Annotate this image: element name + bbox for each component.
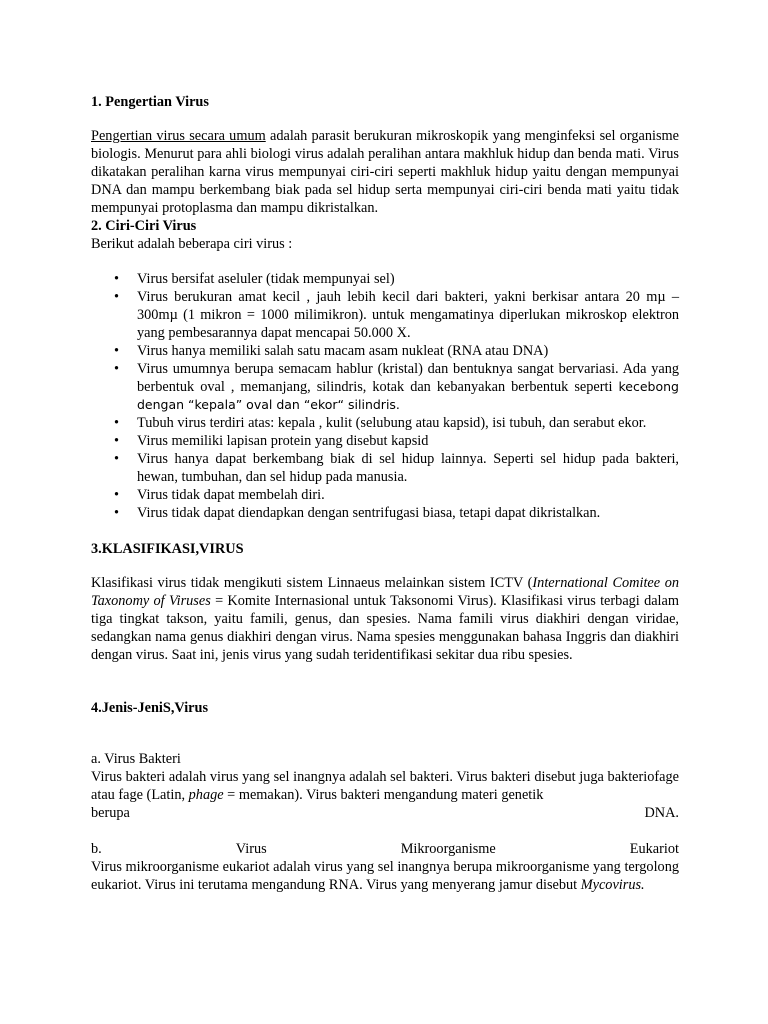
section-3-paragraph: Klasifikasi virus tidak mengikuti sistem Linnaeus melainkan sistem ICTV (International Comitee on Taxonomy of Viruses = Komite Internasional untuk Taksonomi Virus). Klasifikasi virus terbagi dalam tiga tingkat takson, yaitu famili, genus, dan spesies. Nama famili virus diakhiri dengan viridae, sedangkan nama genus diakhiri dengan virus. Nama spesies menggunakan bahasa Inggris dan diakhiri dengan virus. Saat ini, jenis virus yang sudah teridentifikasi sekitar dua ribu spesies. bbox=[91, 575, 679, 663]
list-item: • Virus umumnya berupa semacam hablur (kristal) dan bentuknya sangat bervariasi. Ada yang berbentuk oval , memanjang, silindris, kotak dan kebanyakan berbentuk seperti kecebong dengan “kepala” oval dan “ekor“ silindris. bbox=[114, 361, 679, 412]
bullet-icon: • bbox=[114, 451, 120, 467]
bullet-icon: • bbox=[114, 343, 120, 359]
list-item: • Virus tidak dapat diendapkan dengan sentrifugasi biasa, tetapi dapat dikristalkan. bbox=[114, 505, 601, 521]
subsection-a-last-line: berupa DNA. bbox=[91, 805, 679, 821]
ciri-virus-list bbox=[91, 270, 679, 522]
italic-term: International Comitee on Taxonomy of Viruses bbox=[91, 575, 679, 609]
list-item: • Virus berukuran amat kecil , jauh lebih kecil dari bakteri, yakni berkisar antara 20 mµ – 300mµ (1 mikron = 1000 milimikron). untuk mengamatinya diperlukan mikroskop elektron yang pembesarannya dapat mencapai 50.000 X. bbox=[114, 289, 679, 341]
list-item: • Virus bersifat aseluler (tidak mempunyai sel) bbox=[114, 271, 395, 287]
list-item: • Virus hanya dapat berkembang biak di sel hidup lainnya. Seperti sel hidup pada bakteri, hewan, tumbuhan, dan sel hidup pada manusia. bbox=[114, 451, 679, 485]
subsection-b-title: b. Virus Mikroorganisme Eukariot bbox=[91, 841, 679, 857]
section-2-heading: 2. Ciri-Ciri Virus bbox=[91, 218, 197, 234]
italic-term: phage bbox=[188, 787, 224, 803]
list-item-tail: kecebong dengan “kepala” oval dan “ekor“ silindris. bbox=[137, 379, 679, 412]
list-item: • Virus tidak dapat membelah diri. bbox=[114, 487, 325, 503]
section-1-paragraph bbox=[91, 127, 679, 217]
section-1-text: adalah parasit berukuran mikroskopik yang menginfeksi sel organisme biologis. Menurut para ahli biologi virus adalah peralihan antara makhluk hidup dan benda mati. Virus dikatakan peralihan karna virus mempunyai ciri-ciri seperti makhluk hidup yaitu dengan mempunyai DNA dan mampu berkembang biak pada sel hidup serta mempunyai ciri-ciri benda mati yaitu tidak mempunyai protoplasma dan mampu dikristalkan. bbox=[91, 128, 680, 216]
list-item: • Virus memiliki lapisan protein yang disebut kapsid bbox=[114, 433, 429, 449]
bullet-icon: • bbox=[114, 487, 120, 503]
section-4-heading: 4.Jenis-JeniS,Virus bbox=[91, 700, 209, 716]
bullet-icon: • bbox=[114, 505, 120, 521]
section-3-heading: 3.KLASIFIKASI,VIRUS bbox=[91, 541, 244, 557]
bullet-icon: • bbox=[114, 271, 120, 287]
bullet-icon: • bbox=[114, 361, 120, 377]
subsection-b-paragraph: Virus mikroorganisme eukariot adalah virus yang sel inangnya berupa mikroorganisme yang tergolong eukariot. Virus ini terutama mengandung RNA. Virus yang menyerang jamur disebut Mycovirus. bbox=[91, 859, 679, 893]
list-item: • Tubuh virus terdiri atas: kepala , kulit (selubung atau kapsid), isi tubuh, dan serabut ekor. bbox=[114, 415, 647, 431]
subsection-a-paragraph: Virus bakteri adalah virus yang sel inangnya adalah sel bakteri. Virus bakteri disebut juga bakteriofage atau fage (Latin, phage = memakan). Virus bakteri mengandung materi genetik bbox=[91, 769, 679, 803]
section-1-heading: 1. Pengertian Virus bbox=[91, 94, 209, 110]
bullet-icon: • bbox=[114, 433, 120, 449]
bullet-icon: • bbox=[114, 289, 120, 305]
list-item: • Virus hanya memiliki salah satu macam asam nukleat (RNA atau DNA) bbox=[114, 343, 549, 359]
italic-term: Mycovirus. bbox=[580, 877, 645, 893]
subsection-a-title: a. Virus Bakteri bbox=[91, 751, 181, 767]
section-2-intro: Berikut adalah beberapa ciri virus : bbox=[91, 236, 293, 252]
underlined-term: Pengertian virus secara umum bbox=[91, 128, 266, 144]
bullet-icon: • bbox=[114, 415, 120, 431]
